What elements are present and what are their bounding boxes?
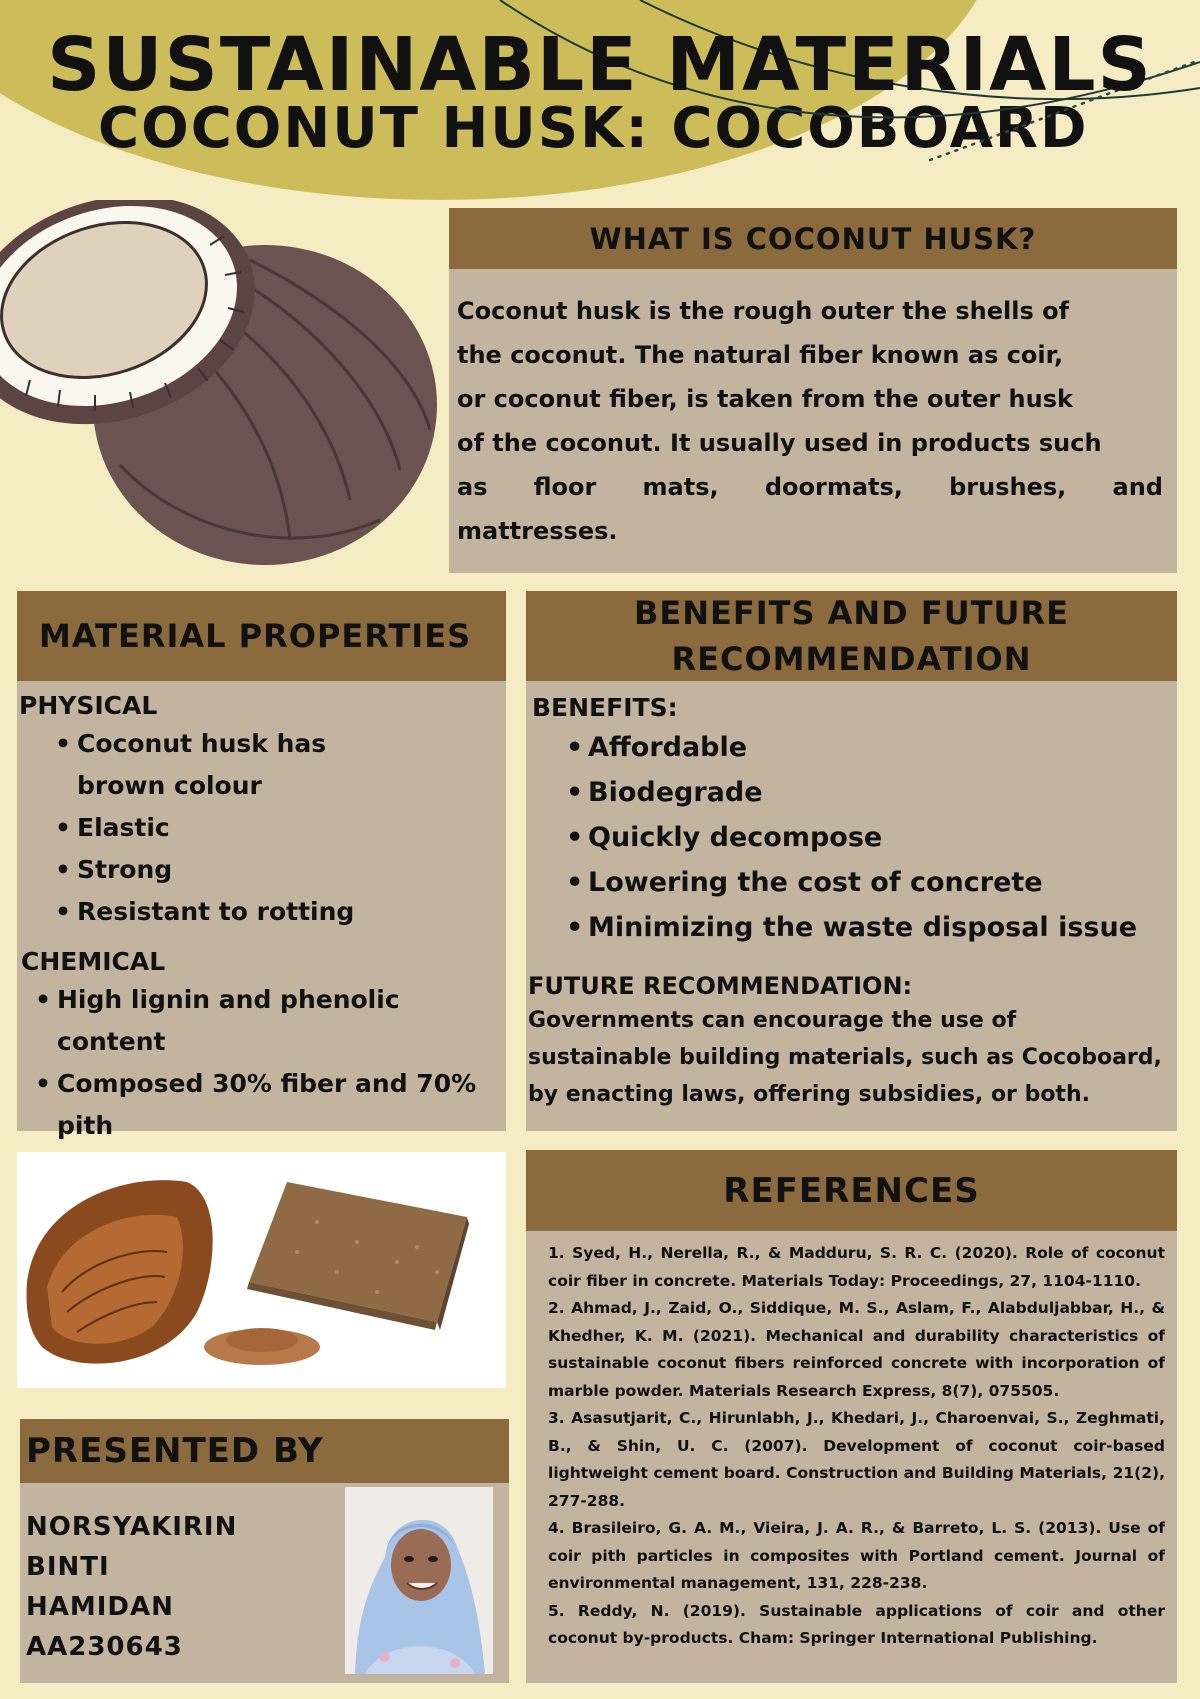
presenter-photo	[345, 1487, 493, 1674]
list-item: • Strong	[77, 849, 506, 891]
presenter-name-line: BINTI	[26, 1552, 110, 1582]
presented-heading: PRESENTED BY	[20, 1419, 509, 1483]
future-label: FUTURE RECOMMENDATION:	[528, 972, 913, 1000]
list-item: • Minimizing the waste disposal issue	[588, 905, 1177, 950]
presenter-name	[26, 1507, 237, 1667]
references-panel	[526, 1150, 1177, 1683]
future-text: Governments can encourage the use of sustainable building materials, such as Cocoboard, by enacting laws, offering subsidies, or both.	[528, 1008, 1162, 1107]
what-is-line: as floor mats, doormats, brushes, and	[457, 473, 1163, 501]
benefits-heading-line: BENEFITS AND FUTURE	[633, 594, 1070, 632]
benefits-label: BENEFITS:	[532, 693, 678, 722]
chemical-label: CHEMICAL	[21, 947, 166, 976]
what-is-line: the coconut. The natural fiber known as coir,	[457, 341, 1064, 369]
reference-item: 3. Asasutjarit, C., Hirunlabh, J., Khedari, J., Charoenvai, S., Zeghmati, B., & Shin, U. C. (2007). Development of coconut coir-based lightweight cement board. Construction and Building Materials, 21(2), 277-288.	[548, 1409, 1165, 1510]
list-item: • Lowering the cost of concrete	[588, 860, 1177, 905]
physical-section	[17, 681, 506, 933]
presented-by-panel	[20, 1419, 509, 1683]
presenter-name-line: NORSYAKIRIN	[26, 1512, 238, 1542]
what-is-line: Coconut husk is the rough outer the shells of	[457, 297, 1070, 325]
material-properties-panel	[17, 591, 506, 1140]
reference-item: 1. Syed, H., Nerella, R., & Madduru, S. R. C. (2020). Role of coconut coir fiber in concrete. Materials Today: Proceedings, 27, 1104-1110.	[548, 1244, 1165, 1290]
benefits-list	[532, 725, 1177, 950]
what-is-line: of the coconut. It usually used in products such	[457, 429, 1102, 457]
chemical-section	[17, 933, 506, 1147]
list-item: • Composed 30% fiber and 70% pith	[57, 1063, 477, 1147]
benefits-heading	[526, 591, 1177, 681]
list-item: • High lignin and phenolic content	[57, 979, 506, 1063]
reference-item: 2. Ahmad, J., Zaid, O., Siddique, M. S., Aslam, F., Alabduljabbar, H., & Khedher, K. M. (2021). Mechanical and durability characteristics of sustainable coconut fibers reinforced concrete with incorporation of marble powder. Materials Research Express, 8(7), 075505.	[548, 1299, 1165, 1400]
page-title: SUSTAINABLE MATERIALS	[47, 22, 1153, 108]
physical-label: PHYSICAL	[19, 691, 158, 720]
what-is-coconut-husk-panel	[449, 208, 1177, 573]
physical-list	[19, 723, 506, 933]
list-item: • Biodegrade	[588, 770, 1177, 815]
what-is-heading: WHAT IS COCONUT HUSK?	[449, 208, 1177, 269]
future-section	[526, 950, 1177, 1113]
header	[0, 22, 1200, 108]
presenter-name-line: HAMIDAN	[26, 1592, 174, 1622]
cocoboard-photo	[17, 1152, 506, 1388]
presenter-photo-drawing	[345, 1487, 493, 1674]
references-heading: REFERENCES	[526, 1150, 1177, 1231]
references-list	[526, 1231, 1177, 1653]
benefits-heading-line: RECOMMENDATION	[671, 640, 1032, 678]
what-is-text	[449, 269, 1177, 553]
reference-item: 4. Brasileiro, G. A. M., Vieira, J. A. R., & Barreto, L. S. (2013). Use of coir pith particles in composites with Portland cement. Journal of environmental management, 131, 228-238.	[548, 1519, 1165, 1592]
list-item: • Coconut husk has brown colour	[77, 723, 377, 807]
cocoboard-photo-drawing	[17, 1152, 506, 1388]
what-is-line: or coconut fiber, is taken from the outer husk	[457, 385, 1073, 413]
properties-heading: MATERIAL PROPERTIES	[17, 591, 506, 681]
benefits-section	[526, 681, 1177, 950]
chemical-list	[21, 979, 506, 1147]
benefits-panel	[526, 591, 1177, 1131]
page-subtitle: COCONUT HUSK: COCOBOARD	[98, 96, 1089, 161]
coconut-illustration	[0, 200, 440, 570]
what-is-line: mattresses.	[457, 517, 618, 545]
list-item: • Resistant to rotting	[77, 891, 506, 933]
presenter-name-line: AA230643	[26, 1632, 183, 1662]
reference-item: 5. Reddy, N. (2019). Sustainable applications of coir and other coconut by-products. Cham: Springer International Publishing.	[548, 1601, 1165, 1647]
list-item: • Affordable	[588, 725, 1177, 770]
list-item: • Elastic	[77, 807, 506, 849]
list-item: • Quickly decompose	[588, 815, 1177, 860]
